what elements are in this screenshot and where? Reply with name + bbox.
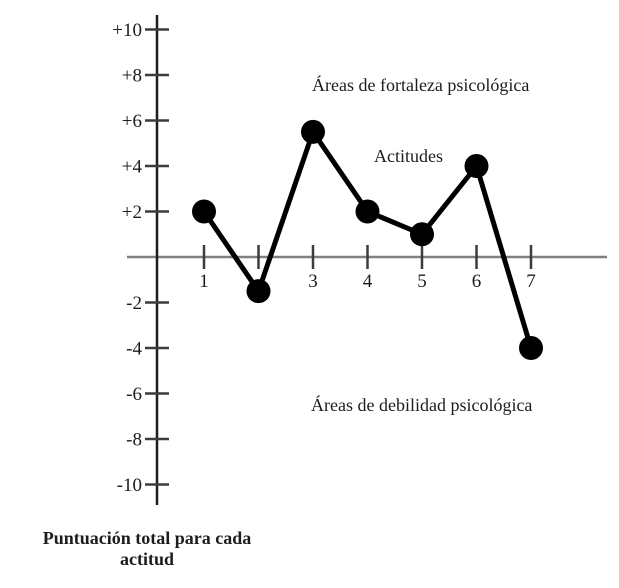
- y-tick-label: +4: [121, 156, 142, 178]
- data-point: [519, 336, 543, 360]
- y-tick-label: +2: [121, 202, 142, 223]
- x-tick-label: 3: [308, 271, 318, 292]
- x-tick-label: 7: [526, 271, 536, 292]
- y-tick-label: +10: [112, 20, 142, 41]
- y-tick-label: -6: [126, 384, 142, 405]
- x-axis-caption-line2: actitud: [120, 548, 174, 569]
- x-tick-label: 1: [199, 271, 209, 292]
- annotation-weakness-area: Áreas de debilidad psicológica: [311, 395, 533, 415]
- annotation-series-label: Actitudes: [374, 146, 443, 166]
- data-point: [465, 154, 489, 178]
- y-tick-label: +6: [121, 111, 142, 132]
- y-tick-label: -4: [126, 338, 142, 360]
- data-point: [301, 120, 325, 144]
- data-point: [356, 200, 380, 224]
- data-point: [247, 279, 271, 303]
- x-tick-label: 4: [362, 271, 373, 292]
- y-tick-label: -2: [126, 293, 142, 314]
- x-tick-label: 6: [471, 271, 482, 292]
- x-axis-caption-line1: Puntuación total para cada: [42, 528, 252, 548]
- data-point: [192, 200, 216, 224]
- x-tick-label: 5: [417, 271, 427, 292]
- data-point: [410, 222, 434, 246]
- x-axis-caption: [36, 528, 258, 570]
- y-tick-label: -8: [126, 429, 142, 451]
- annotation-strength-area: Áreas de fortaleza psicológica: [312, 75, 530, 95]
- y-tick-label: -10: [116, 475, 142, 496]
- y-tick-label: +8: [121, 65, 142, 87]
